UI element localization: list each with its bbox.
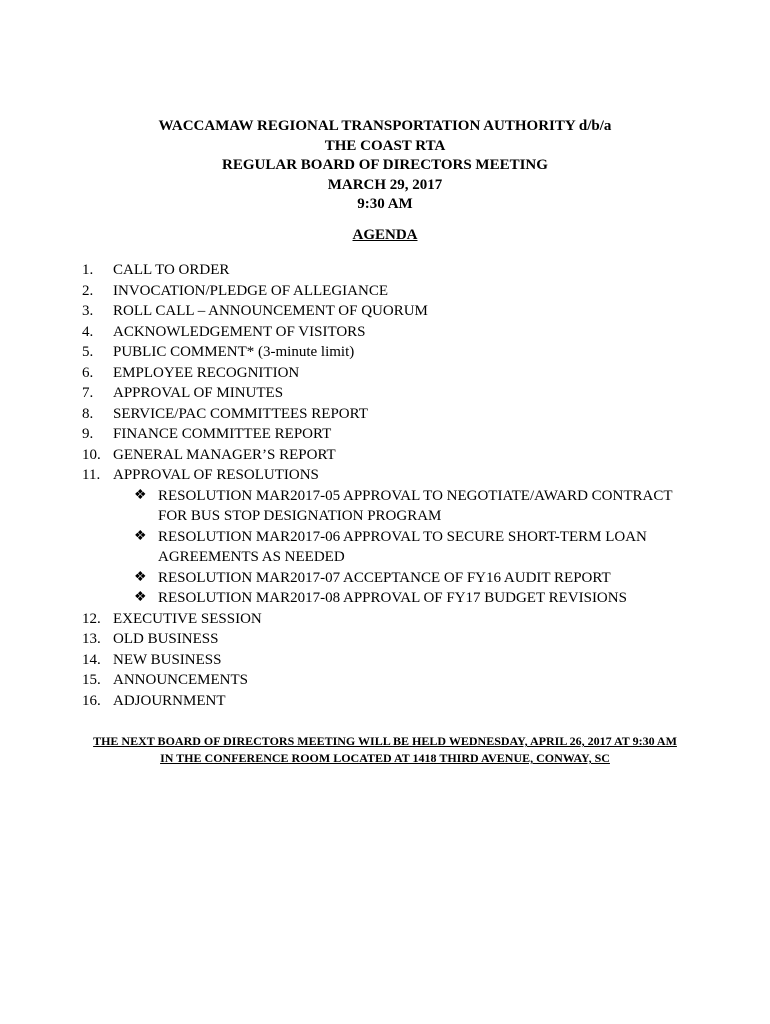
agenda-item-text: OLD BUSINESS	[113, 631, 219, 647]
diamond-bullet-icon: ❖	[134, 528, 147, 544]
agenda-item	[82, 629, 732, 650]
header-organization: WACCAMAW REGIONAL TRANSPORTATION AUTHORITY d/b/a	[158, 118, 612, 134]
diamond-bullet-icon: ❖	[134, 590, 147, 605]
agenda-title: AGENDA	[352, 227, 418, 243]
agenda-item	[82, 650, 732, 671]
diamond-bullet-icon: ❖	[134, 569, 147, 585]
resolution-text: AGREEMENTS AS NEEDED	[158, 549, 345, 565]
agenda-item-number: 10.	[82, 446, 101, 463]
agenda-item-number: 13.	[82, 631, 101, 647]
agenda-item-number: 1.	[82, 262, 94, 278]
agenda-item-text: ADJOURNMENT	[113, 692, 226, 709]
resolution-item	[82, 527, 732, 548]
agenda-item	[82, 670, 732, 691]
agenda-item	[82, 383, 732, 404]
agenda-item	[82, 424, 732, 445]
agenda-item-text: SERVICE/PAC COMMITTEES REPORT	[113, 405, 368, 422]
agenda-item	[82, 301, 732, 322]
agenda-item-text: EMPLOYEE RECOGNITION	[113, 364, 300, 381]
resolution-text: FOR BUS STOP DESIGNATION PROGRAM	[158, 508, 442, 524]
agenda-item-text: CALL TO ORDER	[113, 262, 230, 278]
diamond-bullet-icon: ❖	[134, 487, 147, 503]
agenda-item-text: ANNOUNCEMENTS	[113, 672, 248, 688]
resolution-text: RESOLUTION MAR2017-08 APPROVAL OF FY17 BUDGET REVISIONS	[158, 590, 627, 606]
agenda-item-number: 4.	[82, 323, 94, 340]
resolution-item-continued	[82, 547, 732, 568]
agenda-item-number: 11.	[82, 467, 101, 483]
agenda-item-text: EXECUTIVE SESSION	[113, 610, 262, 627]
agenda-item-text: GENERAL MANAGER’S REPORT	[113, 446, 336, 463]
agenda-item-text: NEW BUSINESS	[113, 651, 222, 668]
header-meeting-time: 9:30 AM	[357, 196, 413, 212]
document-header	[0, 117, 770, 215]
next-meeting-line-2: IN THE CONFERENCE ROOM LOCATED AT 1418 THIRD AVENUE, CONWAY, SC	[160, 751, 610, 765]
resolution-item	[82, 588, 732, 609]
agenda-item	[82, 281, 732, 302]
agenda-item-text: APPROVAL OF RESOLUTIONS	[113, 467, 319, 483]
agenda-item-text: FINANCE COMMITTEE REPORT	[113, 426, 332, 442]
agenda-item-text: ROLL CALL – ANNOUNCEMENT OF QUORUM	[113, 303, 428, 319]
agenda-item	[82, 609, 732, 630]
agenda-item-number: 14.	[82, 651, 101, 668]
agenda-item-text: PUBLIC COMMENT* (3-minute limit)	[113, 344, 355, 360]
agenda-item-number: 8.	[82, 405, 94, 422]
agenda-item	[82, 445, 732, 466]
agenda-item	[82, 404, 732, 425]
header-dba-name: THE COAST RTA	[324, 137, 446, 154]
resolution-text: RESOLUTION MAR2017-06 APPROVAL TO SECURE SHORT-TERM LOAN	[158, 528, 647, 545]
resolution-text: RESOLUTION MAR2017-07 ACCEPTANCE OF FY16 AUDIT REPORT	[158, 569, 611, 586]
agenda-item	[82, 260, 732, 281]
agenda-item-number: 15.	[82, 672, 101, 688]
agenda-item-text: APPROVAL OF MINUTES	[113, 385, 284, 401]
agenda-item-text: INVOCATION/PLEDGE OF ALLEGIANCE	[113, 282, 388, 299]
resolution-item-continued	[82, 506, 732, 527]
next-meeting-notice	[0, 733, 770, 767]
agenda-item	[82, 342, 732, 363]
agenda-item-number: 3.	[82, 303, 94, 319]
agenda-item-number: 16.	[82, 692, 101, 709]
agenda-item-number: 7.	[82, 385, 94, 401]
agenda-item-text: ACKNOWLEDGEMENT OF VISITORS	[113, 323, 366, 340]
agenda-item	[82, 465, 732, 486]
agenda-item	[82, 691, 732, 712]
agenda-item-number: 9.	[82, 426, 94, 442]
agenda-list	[82, 260, 732, 711]
agenda-item	[82, 322, 732, 343]
agenda-item	[82, 363, 732, 384]
agenda-item-number: 2.	[82, 282, 94, 299]
header-meeting-type: REGULAR BOARD OF DIRECTORS MEETING	[222, 157, 548, 173]
next-meeting-line-1: THE NEXT BOARD OF DIRECTORS MEETING WILL BE HELD WEDNESDAY, APRIL 26, 2017 AT 9:30 AM	[93, 734, 677, 748]
resolution-item	[82, 486, 732, 507]
header-meeting-date: MARCH 29, 2017	[327, 176, 443, 193]
agenda-item-number: 6.	[82, 364, 94, 381]
resolution-item	[82, 568, 732, 589]
agenda-item-number: 5.	[82, 344, 94, 360]
resolution-text: RESOLUTION MAR2017-05 APPROVAL TO NEGOTIATE/AWARD CONTRACT	[158, 487, 673, 504]
agenda-item-number: 12.	[82, 610, 101, 627]
